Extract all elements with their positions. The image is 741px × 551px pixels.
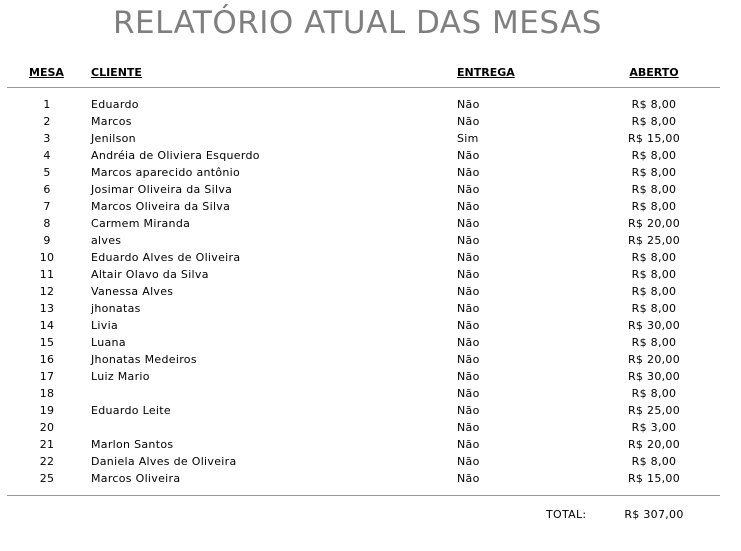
table-row [0,266,741,283]
cell-entrega: Não [457,472,480,485]
cell-mesa: 18 [39,387,55,400]
footer-divider [7,495,720,496]
table-row [0,470,741,487]
table-row [0,130,741,147]
cell-mesa: 15 [39,336,55,349]
cell-cliente: Andréia de Oliviera Esquerdo [91,149,260,162]
cell-aberto: R$ 8,00 [631,166,677,179]
table-row [0,317,741,334]
cell-entrega: Não [457,285,480,298]
table-row [0,164,741,181]
table-row [0,419,741,436]
table-row [0,249,741,266]
table-row [0,402,741,419]
cell-aberto: R$ 20,00 [627,438,681,451]
cell-entrega: Não [457,353,480,366]
table-row [0,300,741,317]
cell-cliente: alves [91,234,122,247]
cell-entrega: Não [457,302,480,315]
table-row [0,113,741,130]
cell-entrega: Não [457,200,480,213]
header-aberto: ABERTO [629,66,679,79]
cell-aberto: R$ 8,00 [631,183,677,196]
cell-cliente: Josimar Oliveira da Silva [91,183,233,196]
cell-aberto: R$ 25,00 [627,404,681,417]
cell-mesa: 20 [39,421,55,434]
table-row [0,436,741,453]
cell-aberto: R$ 8,00 [631,455,677,468]
total-value: R$ 307,00 [624,508,684,521]
cell-mesa: 13 [39,302,55,315]
cell-entrega: Não [457,217,480,230]
cell-aberto: R$ 8,00 [631,387,677,400]
cell-mesa: 11 [39,268,55,281]
cell-cliente: Daniela Alves de Oliveira [91,455,237,468]
cell-aberto: R$ 20,00 [627,353,681,366]
cell-aberto: R$ 20,00 [627,217,681,230]
cell-cliente: Marlon Santos [91,438,174,451]
table-row [0,147,741,164]
header-divider [7,87,720,88]
table-row [0,453,741,470]
cell-entrega: Não [457,404,480,417]
cell-aberto: R$ 30,00 [627,319,681,332]
cell-cliente: Livia [91,319,118,332]
cell-mesa: 8 [43,217,51,230]
header-cliente: CLIENTE [91,66,142,79]
cell-entrega: Não [457,336,480,349]
cell-aberto: R$ 3,00 [631,421,677,434]
cell-cliente: Marcos Oliveira [91,472,181,485]
table-row [0,385,741,402]
cell-mesa: 2 [43,115,51,128]
cell-aberto: R$ 8,00 [631,149,677,162]
cell-entrega: Não [457,98,480,111]
cell-entrega: Não [457,251,480,264]
cell-aberto: R$ 8,00 [631,98,677,111]
table-row [0,334,741,351]
table-row [0,181,741,198]
cell-entrega: Não [457,455,480,468]
cell-mesa: 14 [39,319,55,332]
cell-mesa: 21 [39,438,55,451]
cell-cliente: Vanessa Alves [91,285,174,298]
cell-cliente: Marcos Oliveira da Silva [91,200,231,213]
cell-entrega: Não [457,438,480,451]
cell-cliente: Luana [91,336,126,349]
cell-entrega: Não [457,387,480,400]
cell-mesa: 25 [39,472,55,485]
cell-cliente: Marcos [91,115,132,128]
cell-aberto: R$ 8,00 [631,285,677,298]
cell-cliente: Jenilson [91,132,136,145]
cell-aberto: R$ 8,00 [631,200,677,213]
cell-mesa: 3 [43,132,51,145]
table-row [0,96,741,113]
cell-entrega: Não [457,319,480,332]
table-body [0,96,741,487]
cell-aberto: R$ 8,00 [631,268,677,281]
cell-cliente: Carmem Miranda [91,217,191,230]
cell-cliente: Eduardo [91,98,139,111]
cell-cliente: Altair Olavo da Silva [91,268,209,281]
cell-cliente: Eduardo Leite [91,404,171,417]
cell-mesa: 16 [39,353,55,366]
table-row [0,215,741,232]
table-row [0,368,741,385]
cell-cliente: Marcos aparecido antônio [91,166,241,179]
cell-mesa: 17 [39,370,55,383]
cell-mesa: 10 [39,251,55,264]
cell-mesa: 4 [43,149,51,162]
cell-cliente: jhonatas [91,302,141,315]
cell-aberto: R$ 8,00 [631,302,677,315]
cell-cliente: Luiz Mario [91,370,150,383]
cell-entrega: Não [457,166,480,179]
cell-aberto: R$ 30,00 [627,370,681,383]
cell-mesa: 6 [43,183,51,196]
cell-cliente: Jhonatas Medeiros [91,353,197,366]
table-row [0,351,741,368]
cell-aberto: R$ 25,00 [627,234,681,247]
cell-aberto: R$ 8,00 [631,336,677,349]
cell-entrega: Não [457,183,480,196]
cell-mesa: 7 [43,200,51,213]
table-row [0,198,741,215]
header-mesa: MESA [29,66,64,79]
cell-mesa: 5 [43,166,51,179]
cell-entrega: Não [457,149,480,162]
cell-mesa: 12 [39,285,55,298]
cell-entrega: Não [457,421,480,434]
cell-mesa: 9 [43,234,51,247]
cell-mesa: 19 [39,404,55,417]
cell-aberto: R$ 15,00 [627,472,681,485]
cell-aberto: R$ 8,00 [631,115,677,128]
cell-mesa: 22 [39,455,55,468]
table-row [0,232,741,249]
cell-cliente: Eduardo Alves de Oliveira [91,251,241,264]
cell-aberto: R$ 15,00 [627,132,681,145]
cell-mesa: 1 [43,98,51,111]
report-title: RELATÓRIO ATUAL DAS MESAS [113,5,602,41]
cell-aberto: R$ 8,00 [631,251,677,264]
cell-entrega: Não [457,370,480,383]
cell-entrega: Não [457,234,480,247]
cell-entrega: Sim [457,132,479,145]
total-label: TOTAL: [546,508,587,521]
cell-entrega: Não [457,115,480,128]
header-entrega: ENTREGA [457,66,515,79]
cell-entrega: Não [457,268,480,281]
table-row [0,283,741,300]
